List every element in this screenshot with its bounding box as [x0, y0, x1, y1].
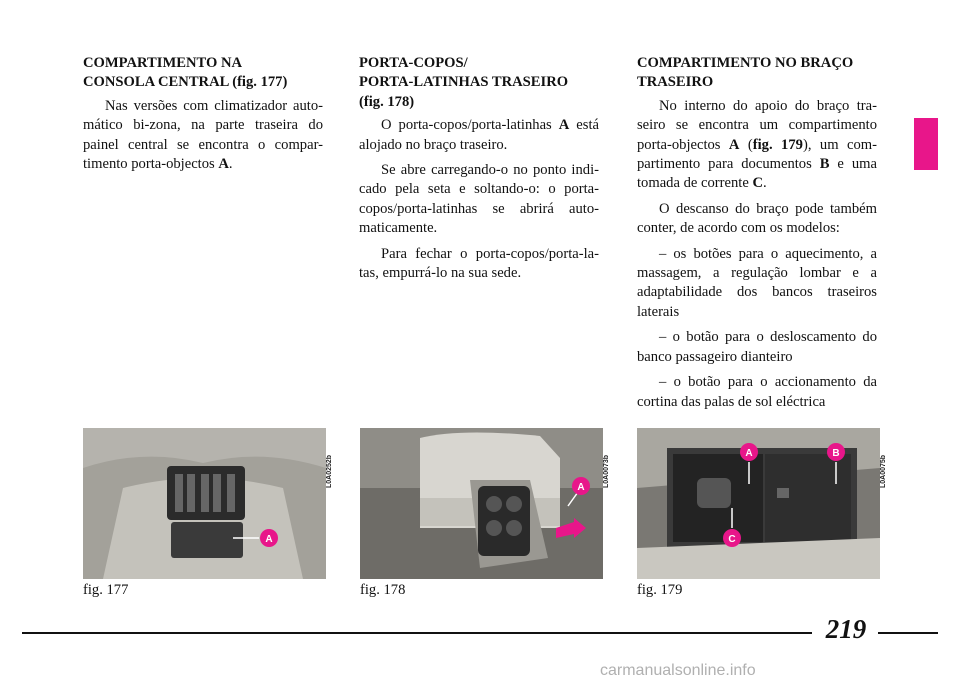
section-heading: PORTA-COPOS/ PORTA-LATINHAS TRASEIRO (fig. 178): [359, 55, 569, 110]
paragraph: – os botões para o aquecimento, a massagem, a regulação lombar e a adaptabilidade dos bancos traseiros laterais: [637, 245, 877, 320]
page-number: 219: [825, 614, 867, 644]
column-cup-holder: [359, 54, 599, 289]
watermark: carmanualsonline.info: [600, 662, 756, 679]
footer-rule-right: [878, 632, 938, 634]
figure-179-label-b: B: [832, 448, 840, 459]
section-tab: [914, 118, 938, 170]
figure-caption: fig. 179: [637, 582, 683, 598]
figure-caption: fig. 177: [83, 582, 129, 598]
figure-178-label-a: A: [577, 482, 585, 493]
paragraph: Se abre carregando-o no ponto indi-cado pela seta e soltando-o: o porta-copos/porta-latinhas se abrirá auto-maticamente.: [359, 162, 599, 237]
paragraph: – o botão para o accionamento da cortina das palas de sol eléctrica: [637, 374, 877, 410]
section-heading: COMPARTIMENTO NA CONSOLA CENTRAL (fig. 177): [83, 55, 288, 91]
figure-179-label-c: C: [728, 534, 736, 545]
figure-179-label-a: A: [745, 448, 753, 459]
figure-caption: fig. 178: [360, 582, 406, 598]
section-heading: COMPARTIMENTO NO BRAÇO TRASEIRO: [637, 55, 854, 91]
figure-code: L0A0075b: [880, 454, 887, 488]
footer-rule-left: [22, 632, 812, 634]
paragraph: O porta-copos/porta-latinhas A está alojado no braço traseiro.: [359, 117, 599, 153]
column-console-compartment: [83, 54, 323, 180]
figure-code: L0A0252b: [326, 454, 333, 488]
paragraph: – o botão para o desloscamento do banco passageiro dianteiro: [637, 329, 877, 365]
figure-177-label-a: A: [265, 534, 273, 545]
paragraph: O descanso do braço pode também conter, de acordo com os modelos:: [637, 200, 877, 237]
paragraph: Para fechar o porta-copos/porta-la-tas, empurrá-lo na sua sede.: [359, 245, 599, 282]
figure-code: L0A0073b: [603, 454, 610, 488]
figure-177-photo: [83, 428, 326, 579]
figure-178-photo: [360, 428, 603, 579]
paragraph: Nas versões com climatizador auto-mático bi-zona, na parte traseira do painel central se encontra o compar-timento porta-objectos A.: [83, 97, 323, 173]
column-armrest-compartment: [637, 54, 877, 418]
paragraph: No interno do apoio do braço tra-seiro se encontra um compartimento porta-objectos A (fig. 179), um com-partimento para documentos B e uma tomada de corrente C.: [637, 97, 877, 192]
figure-179-photo: [637, 428, 880, 579]
